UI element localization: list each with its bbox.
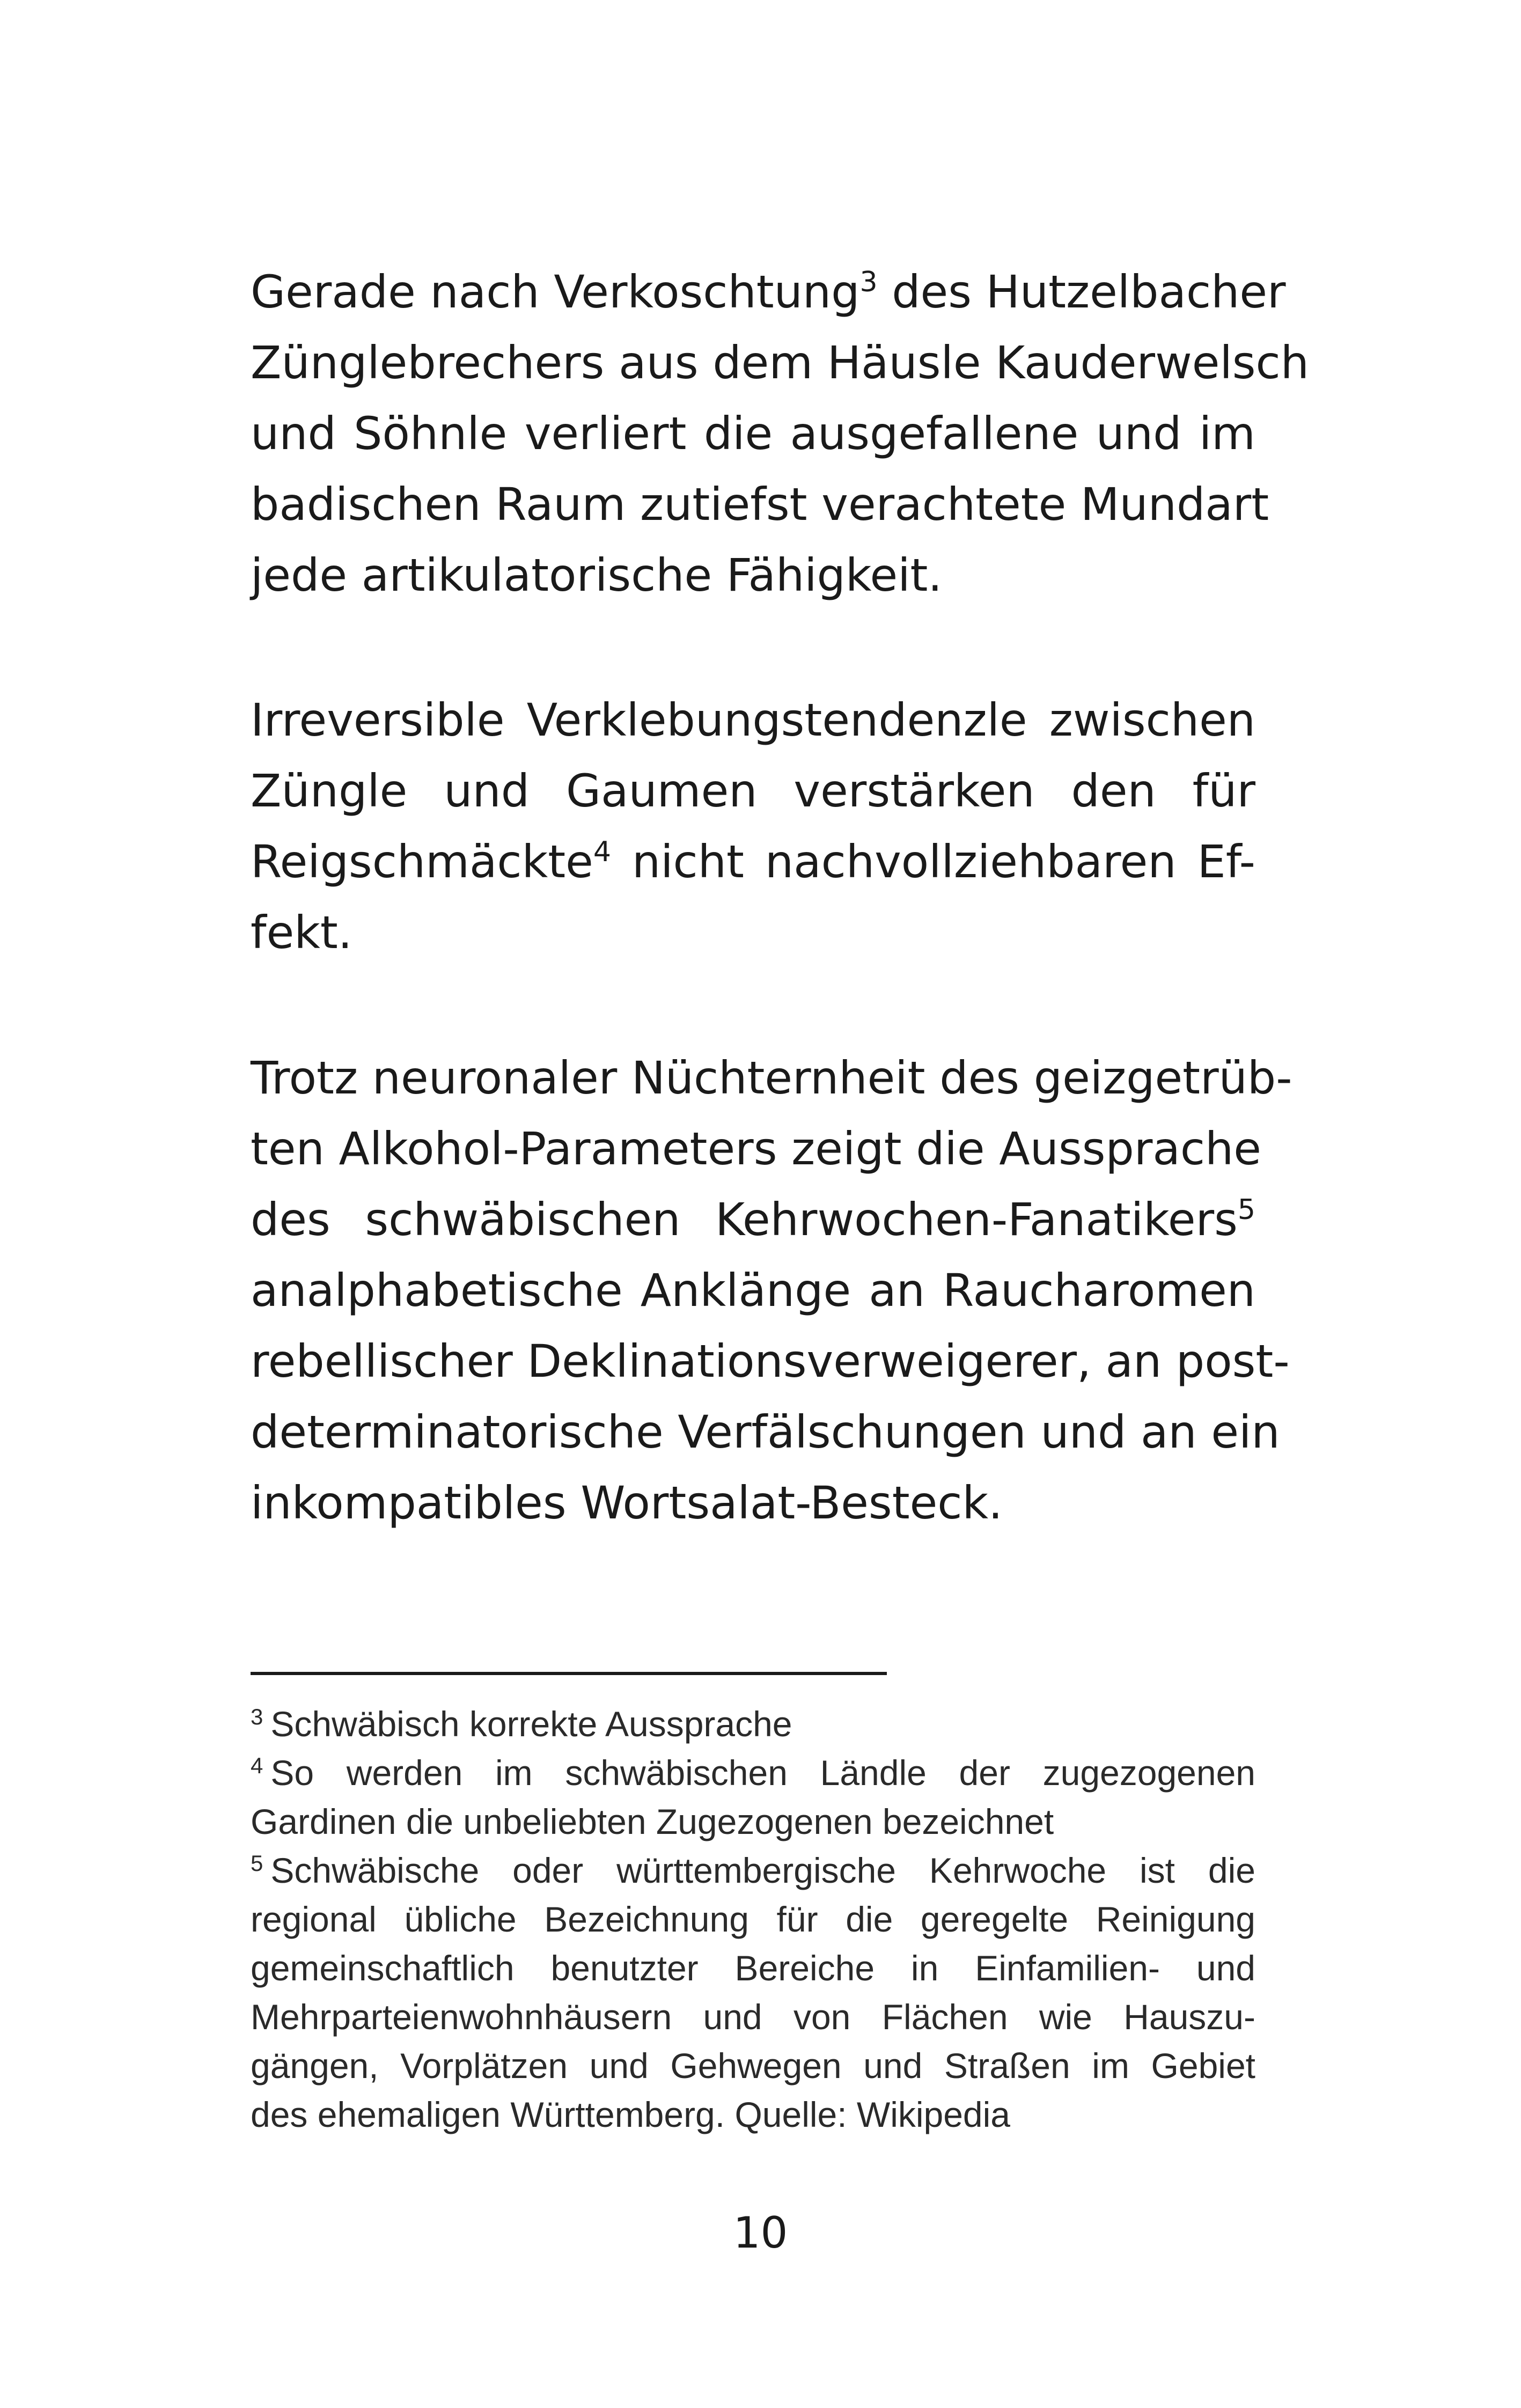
footnote-ref-3[interactable]: 3 (859, 266, 878, 298)
footnote-ref-5[interactable]: 5 (1237, 1194, 1255, 1226)
paragraph-2 (251, 685, 1255, 968)
text-line: und Söhnle verliert die ausgefallene und im (251, 407, 1255, 460)
text-line: rebellischer Deklinationsverweigerer, an post- (251, 1335, 1290, 1387)
text-line: badischen Raum zutiefst verachtete Mundart (251, 478, 1269, 531)
footnote-line: des ehemaligen Württemberg. Quelle: Wikipedia (251, 2095, 1011, 2134)
text-line: des schwäbischen Kehrwochen-Fanatikers$^5$ (251, 1193, 1255, 1246)
footnote-3 (251, 1700, 1255, 1749)
text-line: Irreversible Verklebungstendenzle zwischen (251, 694, 1255, 746)
text-line: fekt. (251, 906, 352, 959)
footnote-line: gängen, Vorplätzen und Gehwegen und Straßen im Gebiet (251, 2046, 1255, 2086)
text-line: ten Alkohol-Parameters zeigt die Aussprache (251, 1122, 1261, 1175)
text-line: analphabetische Anklänge an Raucharomen (251, 1264, 1255, 1317)
footnote-line: gemeinschaftlich benutzter Bereiche in Einfamilien- und (251, 1948, 1255, 1988)
footnote-separator (251, 1672, 887, 1675)
text-line: Zünglebrechers aus dem Häusle Kauderwelsch (251, 336, 1309, 389)
page-number: 10 (733, 2208, 788, 2258)
footnote-line: Gardinen die unbeliebten Zugezogenen bezeichnet (251, 1802, 1054, 1841)
paragraph-3 (251, 1043, 1292, 1538)
paragraph-1 (251, 256, 1309, 611)
footnote-line: $^5$ Schwäbische oder württembergische Kehrwoche ist die (251, 1851, 1255, 1890)
text-line: inkompatibles Wortsalat-Besteck. (251, 1477, 1003, 1529)
footnote-number: 3 (251, 1704, 263, 1729)
text-line: jede artikulatorische Fähigkeit. (251, 549, 943, 601)
text-line: Reigschmäckte$^4$ nicht nachvollziehbaren Ef- (251, 835, 1255, 888)
text-line: determinatorische Verfälschungen und an ein (251, 1406, 1280, 1458)
footnote-number: 4 (251, 1753, 263, 1778)
footnote-line: regional übliche Bezeichnung für die geregelte Reinigung (251, 1899, 1255, 1939)
footnotes (251, 1700, 1255, 2139)
text-line: Trotz neuronaler Nüchternheit des geizgetrüb- (251, 1052, 1292, 1104)
footnote-number: 5 (251, 1851, 263, 1876)
footnote-line: Mehrparteienwohnhäusern und von Flächen wie Hauszu- (251, 1997, 1255, 2037)
footnote-line: $^4$ So werden im schwäbischen Ländle der zugezogenen (251, 1753, 1255, 1793)
text-line: Gerade nach Verkoschtung$^3$ des Hutzelbacher (251, 266, 1286, 318)
footnote-5 (251, 1846, 1255, 2139)
footnote-4 (251, 1749, 1255, 1846)
footnote-ref-4[interactable]: 4 (593, 836, 611, 868)
footnote-line: $^3$ Schwäbisch korrekte Aussprache (251, 1704, 792, 1744)
text-line: Züngle und Gaumen verstärken den für (251, 765, 1255, 817)
